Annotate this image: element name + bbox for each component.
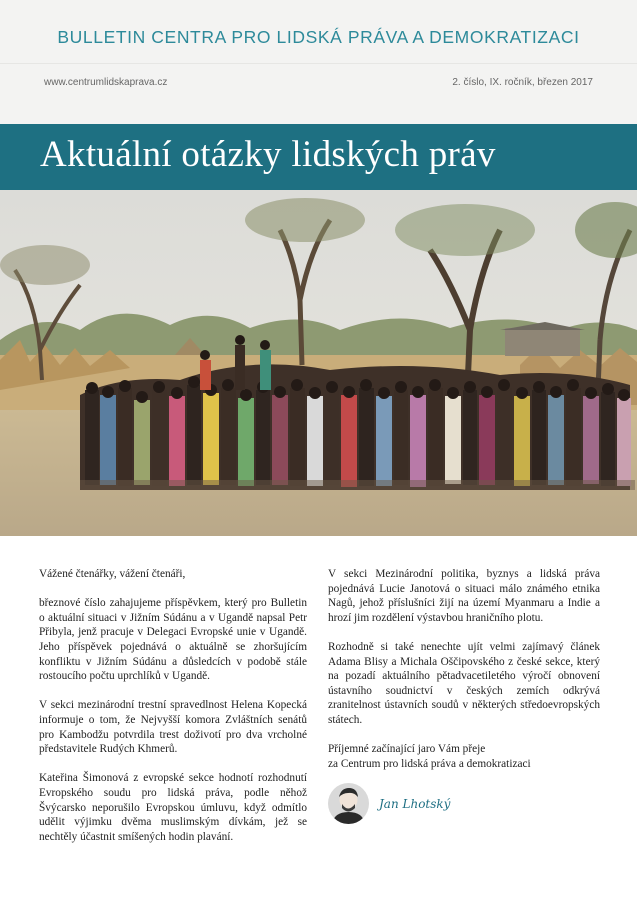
bulletin-title: BULLETIN CENTRA PRO LIDSKÁ PRÁVA A DEMOKRATIZACI [57,27,580,47]
closing-line: Příjemné začínající jaro Vám přeje [328,743,486,756]
closing-line: za Centrum pro lidská práva a demokratizaci [328,757,531,770]
cover-photo [0,190,637,536]
paragraph: Kateřina Šimonová z evropské sekce hodnotí rozhodnutí Evropského soudu pro lidská práva, podle něhož Švýcarsko neporušilo Evropskou úmluvu, když odmítlo udělit výjimku dvěma muslimským dívkám, jež se nechtěly účastnit smíšených hodin plavání. [39,772,307,843]
masthead [0,0,637,124]
signature: Jan Lhotský [379,796,451,811]
paragraph: Rozhodně si také nenechte ujít velmi zajímavý článek Adama Blisy a Michala Oščipovského z české sekce, který na pozadí aktuálního pětadvacetiletého výročí obnovení ústavního soudnictví v českých zemích odkrývá zranitelnost ústavních soudů v některých středoevropských státech. [328,640,600,726]
paragraph: V sekci Mezinárodní politika, byznys a lidská práva pojednává Lucie Janotová o situaci málo známého etnika Nagů, jehož příslušníci žijí na území Myanmaru a Indie a hrozí jim rozdělení výstavbou hraničního plotu. [328,568,600,624]
paragraph: březnové číslo zahajujeme příspěvkem, který pro Bulletin o aktuální situaci v Jižním Súdánu a v Ugandě napsal Petr Přibyla, jenž pracuje v Delegaci Evropské unie v Ugandě. Jeho příspěvek pojednává o aktuálně se zhoršujícím konfliktu v Jižním Súdánu a důsledcích v podobě stále rostoucího počtu uprchlíků v Ugandě. [39,597,307,683]
page-title: Aktuální otázky lidských práv [40,134,496,175]
website-link[interactable]: www.centrumlidskaprava.cz [44,77,168,88]
editorial-right-column [328,567,600,824]
closing [328,742,600,771]
issue-info: 2. číslo, IX. ročník, březen 2017 [452,77,593,88]
paragraph: V sekci mezinárodní trestní spravedlnost Helena Kopecká informuje o tom, že Nejvyšší komora Zvláštních senátů pro Kambodžu potvrdila trest doživotí pro dva vrcholné představitele Rudých Khmerů. [39,699,307,756]
editorial-left-column [39,567,307,859]
avatar [328,783,369,824]
signature-block [328,783,600,824]
masthead-divider [0,63,637,64]
greeting: Vážené čtenářky, vážení čtenáři, [39,568,186,580]
